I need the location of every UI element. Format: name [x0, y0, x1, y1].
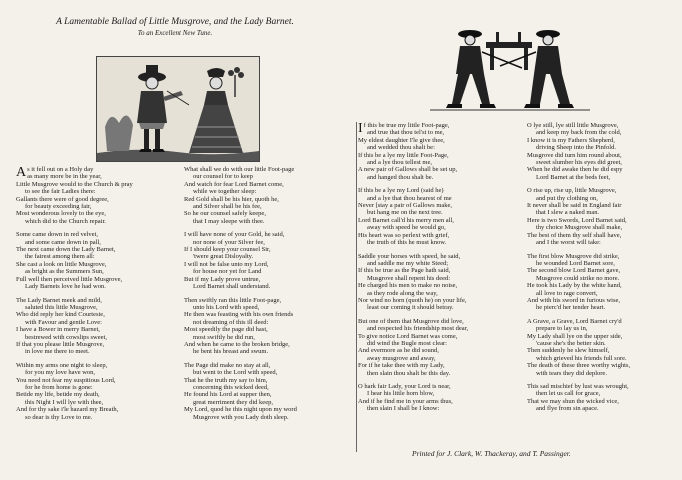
verse-line: with Favour and gentle Love:: [25, 318, 102, 326]
verse-line: and a lye that thou hearest of me: [367, 194, 452, 202]
printer-imprint: Printed for J. Clark, W. Thackeray, and T. Passinger.: [412, 449, 571, 458]
verse-line: The Lady Barnet meek and mild,: [16, 296, 102, 304]
verse-line: as many more be in the year,: [27, 173, 102, 181]
verse-line: least our coming it should betray.: [367, 304, 454, 312]
verse-line: The best of them thy self shall have,: [527, 231, 622, 239]
verse-line: as bright as the Summers Sun,: [25, 268, 104, 276]
verse-line: he bent his breast and swum.: [193, 348, 269, 356]
verse-line: to see the fair Ladies there:: [25, 188, 96, 196]
verse-line: and I the worst will take:: [536, 239, 601, 247]
swordfight-woodcut-icon: [430, 22, 590, 114]
verse-line: while we together sleep:: [193, 188, 257, 196]
verse-line: I have a Bower in merry Barnet,: [16, 326, 100, 334]
verse-line: sweet slumber his eyes did greet,: [536, 159, 622, 167]
verse-line: And watch for fear Lord Barnet come,: [184, 180, 284, 188]
verse-line: To give notice Lord Barnet was come,: [358, 332, 458, 340]
verse-line: and some came down in pall,: [25, 238, 101, 246]
ballad-subtitle: To an Excellent New Tune.: [137, 29, 213, 37]
verse-line: Lord Barnet shall understand.: [193, 283, 271, 291]
verse-line: Saddle your horses with speed, he said,: [358, 252, 461, 260]
verse-line: Most wonderous lovely to the eye,: [16, 210, 106, 218]
verse-line: And with his sword in furious wise,: [527, 296, 620, 304]
verse-line: She cast a look on little Musgrove,: [16, 260, 107, 268]
verse-line: Betide my life, betide my death,: [16, 391, 100, 399]
verse-line: saluted this little Musgrove,: [25, 303, 98, 311]
verse-line: but went to the Lord with speed,: [193, 369, 278, 377]
verse-line: If this be a lye my Lord (said he): [358, 187, 444, 195]
verse-line: with tears they did deplore.: [536, 369, 607, 377]
verse-line: Musgrove could strike no more.: [536, 274, 620, 282]
verse-line: and put thy clothing on,: [536, 194, 598, 202]
verse-line: Lord Barnet call'd his merry men all,: [358, 216, 454, 224]
verse-line: which grieved his friends full sore.: [536, 354, 627, 362]
verse-column-3: [358, 122, 528, 452]
verse-line: nor none of your Silver fee,: [193, 238, 265, 246]
verse-line: Then swiftly ran this little Foot-page,: [184, 296, 282, 304]
verse-line: If this be true as the Page hath said,: [358, 267, 451, 275]
verse-line: away with speed he would go,: [367, 224, 446, 232]
verse-line: and wedded thou shalt be:: [367, 144, 435, 152]
verse-line: As it fell out on a Holy day: [16, 166, 94, 180]
verse-line: O hark fair Lady, your Lord is near,: [358, 383, 451, 390]
verse-line: and Silver shall be his fee,: [193, 203, 262, 211]
ballad-title: A Lamentable Ballad of Little Musgrove, and the Lady Barnet.: [56, 17, 294, 27]
verse-line: This sad mischief by lust was wrought,: [527, 383, 629, 390]
verse-line: in love me there to meet.: [25, 348, 90, 356]
verse-line: My eldest daughter I'le give thee,: [358, 136, 445, 144]
verse-line: driving Sheep into the Pinfold.: [536, 144, 616, 152]
verse-line: I will not be false unto my Lord,: [184, 260, 269, 268]
verse-line: That we may shun the wicked vice,: [527, 397, 619, 405]
verse-line: our counsel for to keep: [193, 173, 253, 181]
verse-line: and a lye thou tellest me,: [367, 159, 432, 167]
verse-line: and true that thou tel'st to me,: [367, 129, 445, 137]
verse-line: And evermore as he did sound,: [358, 347, 439, 355]
verse-line: It never shall be said in England fair: [527, 202, 622, 210]
verse-line: and saddle me my white Steed;: [367, 259, 449, 267]
verse-line: Gallants there were of good degree,: [16, 195, 109, 203]
verse-line: If that you please little Musgrove,: [16, 340, 105, 348]
verse-line: Full well then perceived little Musgrove,: [16, 275, 123, 283]
verse-line: My Lady shall lye on the upper side,: [527, 332, 623, 340]
verse-line: and keep my back from the cold,: [536, 129, 622, 137]
verse-line: My Lord, quod he this night upon my word: [184, 406, 297, 414]
verse-line: If this be true my little Foot-page,: [358, 122, 450, 136]
verse-line: all love to rage convert,: [536, 289, 598, 297]
verse-line: and respected his friendship most dear,: [367, 325, 469, 333]
verse-line: Here is two Swords, Lord Barnet said,: [527, 216, 627, 224]
column-divider: [356, 122, 357, 452]
verse-column-4: [527, 122, 682, 452]
verse-line: If this be a lye my little Foot-Page,: [358, 151, 449, 159]
verse-line: for he from home is gone:: [25, 383, 93, 391]
verse-line: Never [stay a pair of Gallows make,: [358, 202, 453, 210]
verse-line: O lye still, lye still little Musgrove,: [527, 122, 619, 129]
verse-line: Most speedily the page did hast,: [184, 326, 268, 334]
verse-line: A new pair of Gallows shall be set up,: [358, 166, 458, 174]
verse-line: Some came down in red velvet,: [16, 231, 98, 239]
verse-line: He charged his men to make no noise,: [358, 282, 458, 290]
verse-line: And for thy sake i'le hazard my Breath,: [16, 406, 119, 414]
verse-line: Little Musgrove would to the Church & pray: [16, 180, 133, 188]
verse-line: I know it is my Fathers Shepherd,: [527, 136, 615, 144]
verse-line: He found his Lord at supper then,: [184, 391, 272, 399]
verse-line: But if my Lady prove untrue,: [184, 275, 261, 283]
verse-line: he wounded Lord Barnet sore,: [536, 259, 615, 267]
verse-line: Musgrove did turn him round about,: [527, 151, 622, 159]
verse-line: The Page did make no stay at all,: [184, 361, 271, 369]
verse-line: He then was feasting with his own friends: [184, 311, 294, 319]
verse-column-2: [184, 166, 356, 466]
verse-line: then slain I shall be I know:: [367, 405, 440, 413]
verse-line: Then suddenly he slew himself,: [527, 347, 610, 355]
verse-line: But one of them that Musgrove did love,: [358, 317, 464, 325]
verse-line: Within my arms one night to sleep,: [16, 361, 108, 369]
verse-line: and flye from sin apace.: [536, 405, 599, 413]
verse-line: that I slew a naked man.: [536, 209, 600, 217]
verse-line: then slain thou shalt be this day.: [367, 369, 451, 377]
verse-line: prepare to lay us in,: [536, 325, 588, 333]
verse-line: What shall we do with our little Foot-page: [184, 166, 295, 173]
verse-line: great merriment they did keep,: [193, 398, 273, 406]
verse-line: And if he find me in your arms thus,: [358, 397, 453, 405]
verse-line: Lady Barnets love he had won.: [25, 283, 106, 291]
verse-line: Musgrove with you Lady doth sleep.: [193, 413, 289, 421]
verse-line: for beauty exceeding fair,: [25, 203, 92, 211]
verse-line: the fairest among them all:: [25, 253, 95, 261]
couple-woodcut-icon: [96, 56, 260, 162]
verse-line: A Grave, a Grave, Lord Barnet cry'd: [527, 317, 622, 325]
verse-line: Red Gold shall be his hier, quoth he,: [184, 195, 279, 203]
verse-line: I will have none of your Gold, he said,: [184, 231, 285, 239]
verse-line: for house nor yet for Land: [193, 268, 262, 276]
verse-line: You need not fear my suspitious Lord,: [16, 376, 116, 384]
verse-line: did wind the Bugle most clear:: [367, 339, 447, 347]
verse-line: The next came down the Lady Barnet,: [16, 246, 116, 254]
verse-line: most swiftly he did run,: [193, 333, 255, 341]
verse-line: Who did reply her kind Courtesie,: [16, 311, 105, 319]
verse-line: so dear is thy Love to me.: [25, 413, 93, 421]
verse-line: and hanged thou shalt be.: [367, 173, 434, 181]
verse-line: I hear his little horn blow,: [367, 390, 435, 398]
verse-line: concerning this wicked deed,: [193, 383, 269, 391]
verse-line: unto his Lord with speed,: [193, 303, 260, 311]
verse-line: that I may sleepe with thee.: [193, 217, 265, 225]
verse-line: away musgrove and away,: [367, 354, 436, 362]
verse-line: That he the truth my say to him,: [184, 376, 268, 384]
verse-line: bestrewed with cowslips sweet,: [25, 333, 107, 341]
verse-line: His heart was so perlext with grief,: [358, 231, 450, 239]
verse-line: 'twere great Disloyalty.: [193, 253, 254, 261]
verse-line: And when he came to the broken bridge,: [184, 340, 290, 348]
verse-line: not dreaming of this ill deed:: [193, 318, 269, 326]
verse-line: Nor wind no horn (quoth he) on your life,: [358, 296, 467, 304]
verse-line: If I should keep your counsel Sir,: [184, 246, 271, 254]
verse-line: then let us call for grace,: [536, 390, 601, 398]
verse-column-1: [16, 166, 186, 466]
verse-line: For if he take thee with my Lady,: [358, 362, 445, 370]
verse-line: but hang me on the next tree.: [367, 209, 443, 217]
verse-line: When he did awake then he did espy: [527, 166, 623, 174]
verse-line: for you my love have won,: [25, 369, 96, 377]
verse-line: the truth of this he must know.: [367, 239, 447, 247]
verse-line: as they rode along the way,: [367, 289, 438, 297]
verse-line: The death of these three worthy wights,: [527, 362, 631, 370]
verse-line: thy choice Musgrove shall make,: [536, 224, 623, 232]
verse-line: he pierc'd her tender heart.: [536, 304, 606, 312]
verse-line: Lord Barnet at the beds feet,: [536, 173, 610, 181]
verse-line: this Night I will lye with thee,: [25, 398, 104, 406]
verse-line: The second blow Lord Barnet gave,: [527, 267, 621, 275]
verse-line: So he our counsel safely keepe,: [184, 210, 266, 218]
verse-line: Musgrove shall repent his deed:: [367, 274, 451, 282]
verse-line: O rise up, rise up, little Musgrove,: [527, 187, 617, 195]
verse-line: 'cause she's the better skin.: [536, 339, 606, 347]
verse-line: The first blow Musgrove did strike,: [527, 252, 620, 260]
verse-line: which did to the Church repair.: [25, 217, 106, 225]
verse-line: He took his Lady by the white hand,: [527, 282, 622, 290]
